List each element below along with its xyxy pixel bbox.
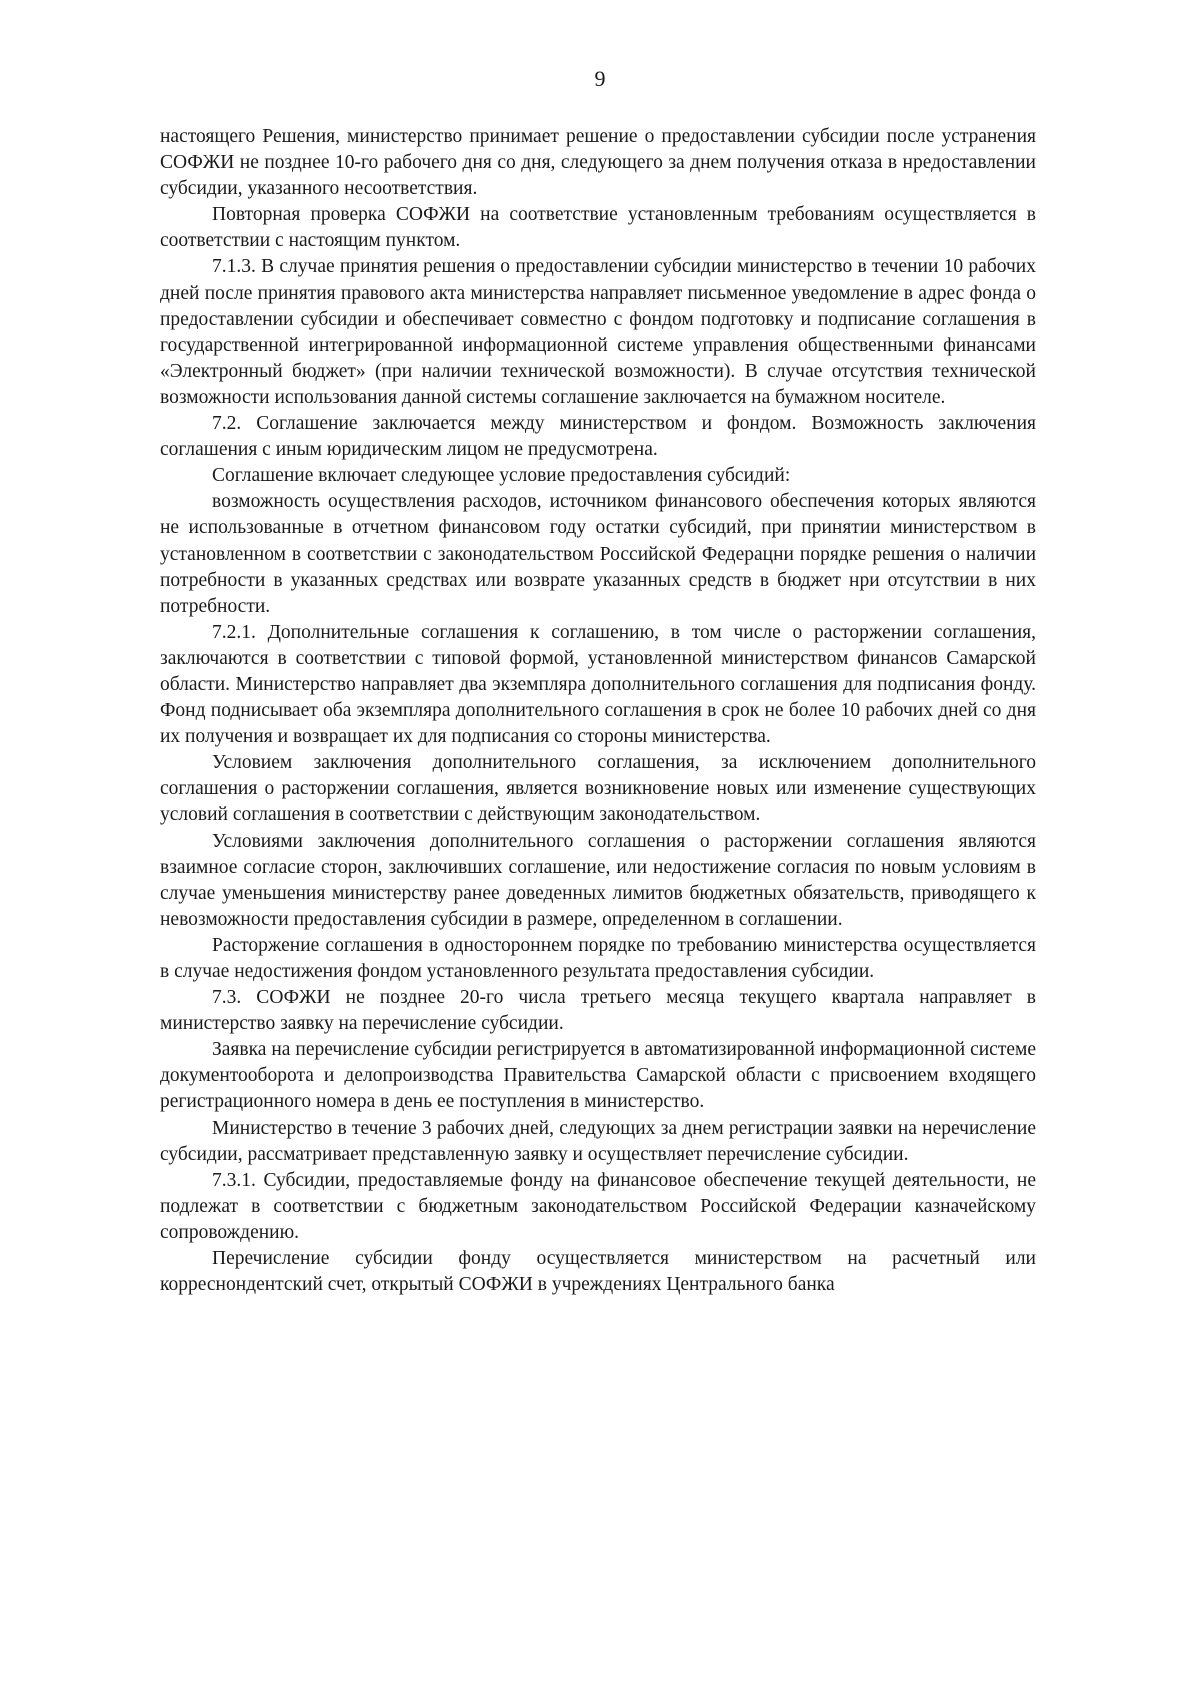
paragraph: 7.2.1. Дополнительные соглашения к соглашению, в том числе о расторжении соглашения, заключаются в соответствии с типовой формой, установленной министерством финансов Самарской области. Министерство направляет два экземпляра дополнительного соглашения для подписания фонду. Фонд поднисывает оба экземпляра дополнительного соглашения в срок не более 10 рабочих дней со дня их получения и возвращает их для подписания со стороны министерства. [160,621,1036,748]
paragraph: Министерство в течение 3 рабочих дней, следующих за днем регистрации заявки на неречисление субсидии, рассматривает представленную заявку и осуществляет перечисление субсидии. [160,1117,1036,1165]
document-body [160,124,1036,1298]
paragraph: Условиями заключения дополнительного соглашения о расторжении соглашения являются взаимное согласие сторон, заключивших соглашение, или недостижение согласия по новым условиям в случае уменьшения министерству ранее доведенных лимитов бюджетных обязательств, приводящего к невозможности предоставления субсидии в размере, определенном в соглашении. [160,830,1036,930]
paragraph: Перечисление субсидии фонду осуществляется министерством на расчетный или корреснондентский счет, открытый СОФЖИ в учреждениях Центрального банка [160,1248,1036,1296]
paragraph: Условием заключения дополнительного соглашения, за исключением дополнительного соглашения о расторжении соглашения, является возникновение новых или изменение существующих условий соглашения в соответствии с действующим законодательством. [160,752,1036,826]
paragraph: Расторжение соглашения в одностороннем порядке по требованию министерства осуществляется в случае недостижения фондом установленного результата предоставления субсидии. [160,934,1036,982]
paragraph: 7.3.1. Субсидии, предоставляемые фонду на финансовое обеспечение текущей деятельности, не подлежат в соответствии с бюджетным законодательством Российской Федерации казначейскому сопровождению. [160,1169,1036,1243]
paragraph: 7.3. СОФЖИ не позднее 20-го числа третьего месяца текущего квартала направляет в министерство заявку на перечисление субсидии. [160,987,1036,1035]
paragraph: 7.1.3. В случае принятия решения о предоставлении субсидии министерство в течении 10 рабочих дней после принятия правового акта министерства направляет письменное уведомление в адрес фонда о предоставлении субсидии и обеспечивает совместно с фондом подготовку и подписание соглашения в государственной интегрированной информационной системе управления общественными финансами «Электронный бюджет» (при наличии технической возможности). В случае отсутствия технической возможности использования данной системы соглашение заключается на бумажном носителе. [160,256,1036,408]
paragraph: 7.2. Соглашение заключается между министерством и фондом. Возможность заключения соглашения с иным юридическим лицом не предусмотрена. [160,413,1036,461]
page-number: 9 [594,66,606,91]
paragraph: Заявка на перечисление субсидии регистрируется в автоматизированной информационной системе документооборота и делопроизводства Правительства Самарской области с присвоением входящего регистрационного номера в день ее поступления в министерство. [160,1039,1036,1113]
paragraph: Соглашение включает следующее условие предоставления субсидий: [212,465,791,487]
paragraph: настоящего Решения, министерство принимает решение о предоставлении субсидии после устранения СОФЖИ не позднее 10-го рабочего дня со дня, следующего за днем получения отказа в нредоставлении субсидии, указанного несоответствия. [160,126,1036,200]
paragraph: возможность осуществления расходов, источником финансового обеспечения которых являются не использованные в отчетном финансовом году остатки субсидий, при принятии министерством в установленном в соответствии с законодательством Российской Федерацни порядке решения о наличии потребности в указанных средствах или возврате указанных средств в бюджет нри отсутствии в них потребности. [160,491,1036,617]
paragraph: Повторная проверка СОФЖИ на соответствие установленным требованиям осуществляется в соответствии с настоящим пунктом. [160,204,1036,252]
